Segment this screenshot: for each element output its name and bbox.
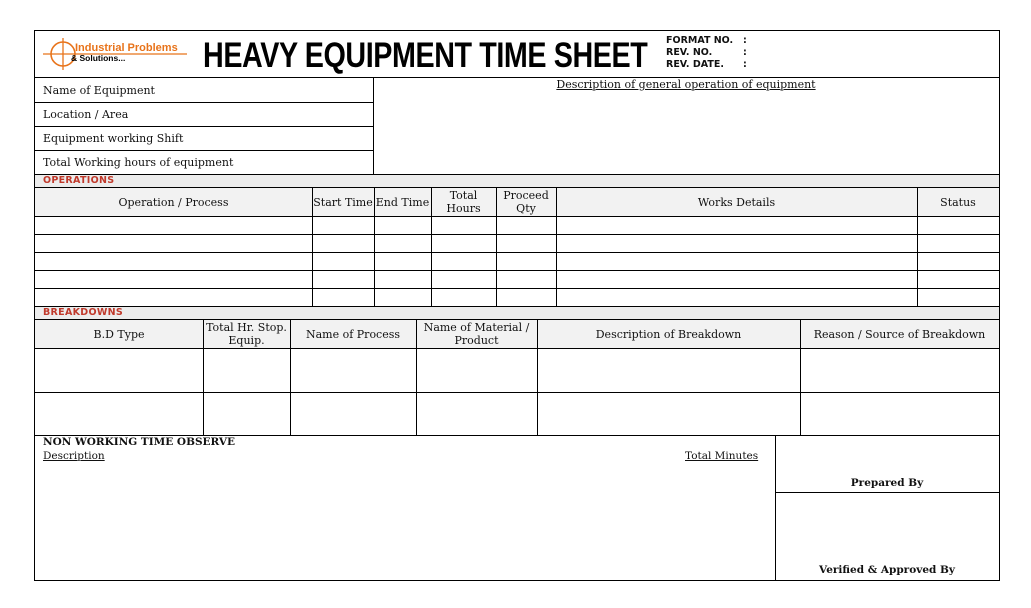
col-works-details: Works Details [697,195,776,209]
logo-line-2: & Solutions... [71,53,126,63]
breakdowns-col-line [290,320,291,435]
col-description-of-breakdown: Description of Breakdown [595,327,742,341]
operations-row-line [35,234,999,235]
verified-approved-by-label: Verified & Approved By [819,564,955,576]
operations-section-label: OPERATIONS [43,175,115,186]
col-reason-source-of-breakdown: Reason / Source of Breakdown [813,327,986,341]
prepared-by-label: Prepared By [850,477,924,489]
col-bd-type: B.D Type [93,327,145,341]
col-status: Status [940,195,976,209]
operations-row-line [35,252,999,253]
breakdowns-col-line [537,320,538,435]
col-start-time: Start Time [313,195,373,209]
company-logo [41,35,187,73]
description-general-operation-label: Description of general operation of equipment [556,78,816,91]
field-working-shift: Equipment working Shift [43,132,184,145]
operations-col-line [431,188,432,306]
rev-date-text: REV. DATE. [666,59,724,70]
non-working-time-title: NON WORKING TIME OBSERVE [43,436,236,448]
verified-approved-by-signature-area[interactable] [776,493,998,563]
non-working-description-label: Description [43,450,105,462]
breakdowns-row-line [35,392,999,393]
operations-col-line [312,188,313,306]
rev-no-label [666,47,747,58]
col-end-time: End Time [375,195,430,209]
field-name-of-equipment: Name of Equipment [43,84,155,97]
col-name-of-material-product: Name of Material / Product [423,321,530,347]
breakdowns-col-line [203,320,204,435]
format-no-text: FORMAT NO. [666,35,734,46]
operations-row-line [35,270,999,271]
breakdowns-section-label: BREAKDOWNS [43,307,123,318]
total-minutes-label: Total Minutes [685,450,759,462]
breakdowns-row-line [35,348,999,349]
rev-date-label [666,59,747,70]
field-location-area: Location / Area [43,108,129,121]
logo-line-1: Industrial Problems [75,42,178,54]
breakdowns-section-bar [35,306,999,320]
page-title: HEAVY EQUIPMENT TIME SHEET [203,36,648,75]
rev-no-text: REV. NO. [666,47,713,58]
format-no-label [666,35,747,46]
rev-date-colon: : [743,59,747,70]
operations-col-line [917,188,918,306]
col-total-hr-stop-equip: Total Hr. Stop. Equip. [206,321,287,347]
operations-col-line [556,188,557,306]
operations-col-line [496,188,497,306]
operations-row-line [35,216,999,217]
field-total-working-hours: Total Working hours of equipment [43,156,234,169]
non-working-description-area[interactable] [43,465,765,575]
info-line [35,150,373,151]
info-line [35,126,373,127]
col-proceed-qty: Proceed Qty [503,189,549,215]
description-general-operation-area[interactable] [374,93,998,173]
breakdowns-col-line [416,320,417,435]
col-operation-process: Operation / Process [118,195,229,209]
breakdowns-col-line [800,320,801,435]
operations-section-bar [35,174,999,188]
col-name-of-process: Name of Process [305,327,401,341]
time-sheet-form [34,30,1000,581]
operations-row-line [35,288,999,289]
format-no-colon: : [743,35,747,46]
col-total-hours: Total Hours [446,189,481,215]
info-line [35,102,373,103]
rev-no-colon: : [743,47,747,58]
operations-col-line [374,188,375,306]
